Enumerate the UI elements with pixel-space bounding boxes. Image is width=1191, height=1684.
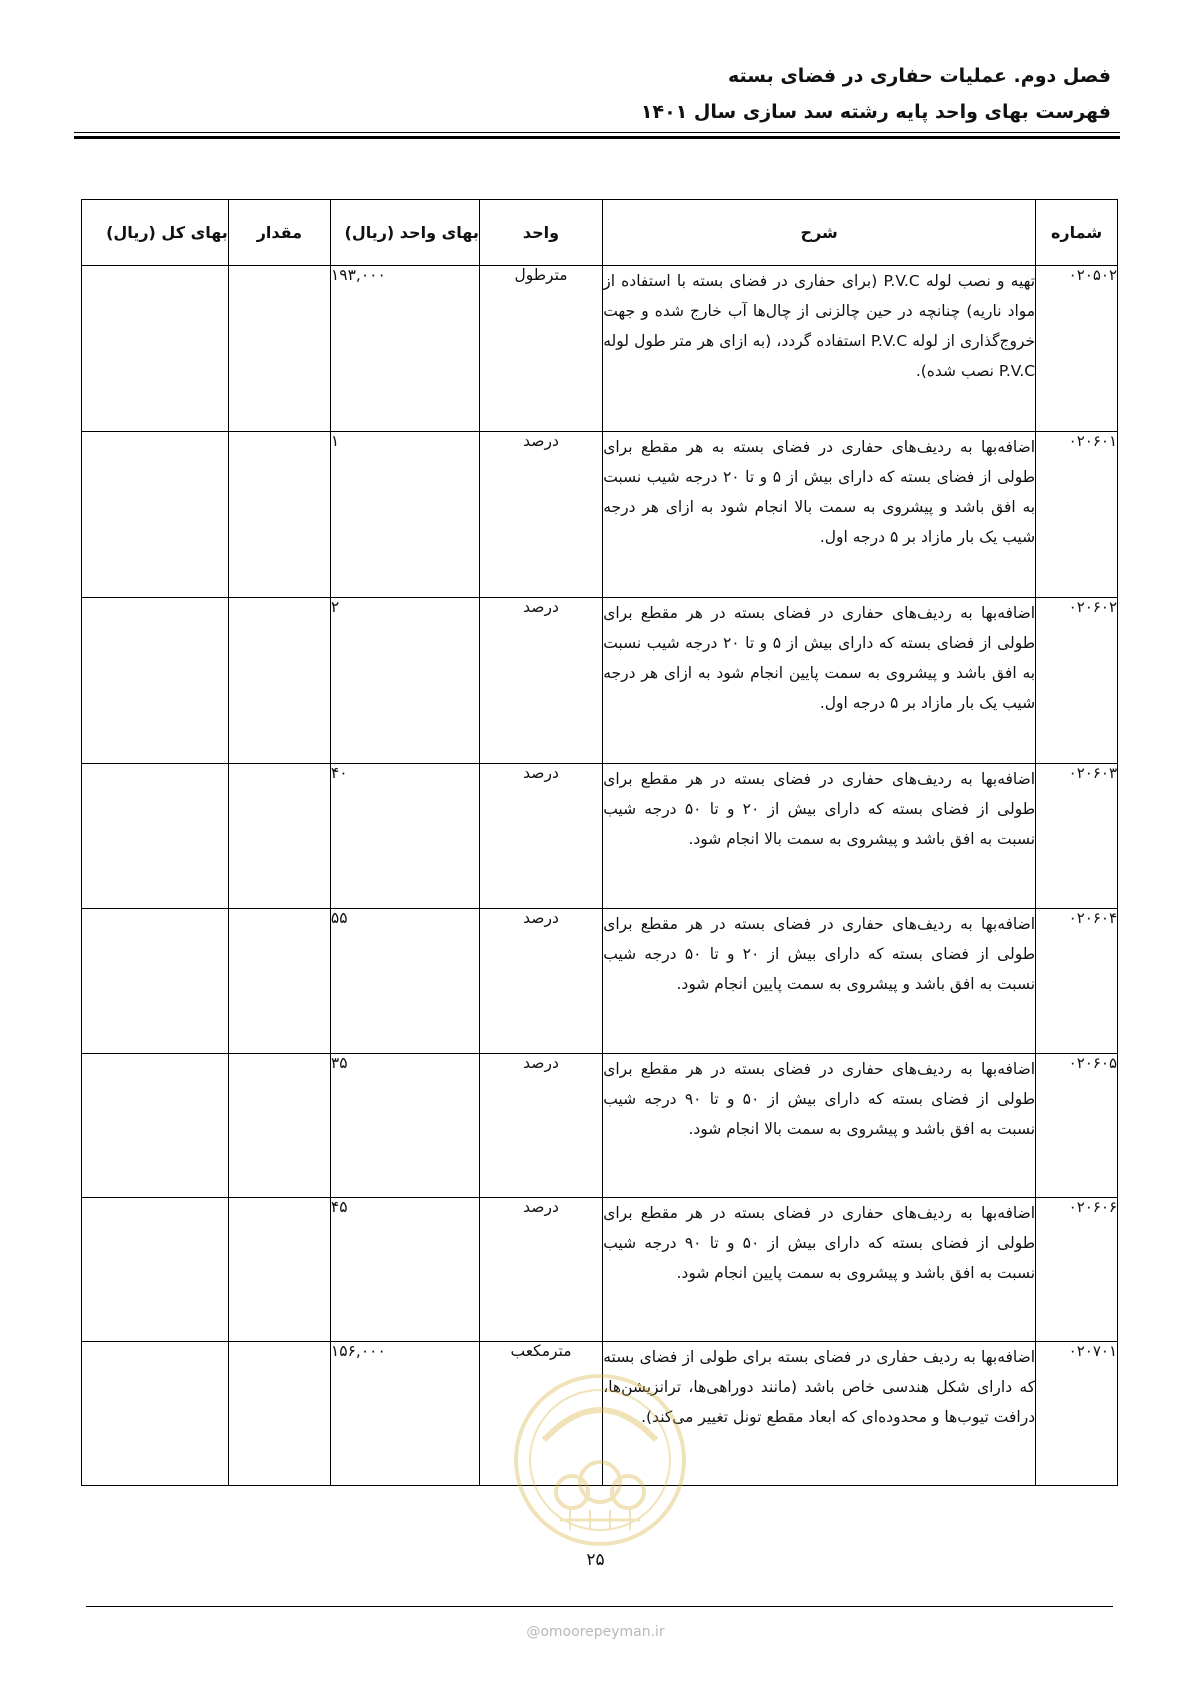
item-number: ۰۲۰۶۰۴ [1036,909,1118,1054]
header-description: شرح [603,200,1036,266]
item-description: تهیه و نصب لوله P.V.C (برای حفاری در فضای بسته با استفاده از مواد ناریه) چنانچه در حین چالزنی از چال‌ها آب خارج شده و جهت خروج‌گذاری از لوله P.V.C استفاده گردد، (به ازای هر متر طول لوله P.V.C نصب شده). [603,266,1036,432]
item-quantity [228,1198,330,1342]
item-number: ۰۲۰۶۰۶ [1036,1198,1118,1342]
table-row [82,266,1118,432]
table-row [82,432,1118,598]
table-row [82,909,1118,1054]
item-unit: درصد [479,764,602,909]
table-row [82,1342,1118,1486]
item-total-price [82,1054,229,1198]
item-unit-price: ۱۹۳,۰۰۰ [330,266,479,432]
item-description: اضافه‌بها به ردیف حفاری در فضای بسته برای طولی از فضای بسته که دارای شکل هندسی خاص باشد (مانند دوراهی‌ها، ترانزیشن‌ها، درافت تیوب‌ها و محدوده‌ای که ابعاد مقطع تونل تغییر می‌کند). [603,1342,1036,1486]
table-row [82,764,1118,909]
item-number: ۰۲۰۶۰۲ [1036,598,1118,764]
item-number: ۰۲۰۷۰۱ [1036,1342,1118,1486]
table-row [82,1054,1118,1198]
page-number: ۲۵ [586,1550,605,1570]
item-description: اضافه‌بها به ردیف‌های حفاری در فضای بسته در هر مقطع برای طولی از فضای بسته که دارای بیش از ۵ و تا ۲۰ درجه شیب نسبت به افق باشد و پیشروی به سمت پایین انجام شود به ازای هر درجه شیب یک بار مازاد بر ۵ درجه اول. [603,598,1036,764]
page-header [641,58,1111,130]
item-quantity [228,432,330,598]
item-total-price [82,764,229,909]
item-unit: درصد [479,1054,602,1198]
table-row [82,598,1118,764]
website-credit: @omoorepeyman.ir [526,1624,665,1640]
header-unit-price: بهای واحد (ریال) [330,200,479,266]
footer-divider [86,1606,1113,1607]
item-unit-price: ۱۵۶,۰۰۰ [330,1342,479,1486]
item-unit: درصد [479,598,602,764]
header-divider-thick [74,136,1120,139]
header-unit: واحد [479,200,602,266]
item-unit: درصد [479,1198,602,1342]
item-quantity [228,764,330,909]
header-quantity: مقدار [228,200,330,266]
item-unit-price: ۴۵ [330,1198,479,1342]
item-quantity [228,598,330,764]
header-divider-thin [74,132,1120,133]
item-unit: درصد [479,432,602,598]
item-total-price [82,598,229,764]
item-unit-price: ۴۰ [330,764,479,909]
item-description: اضافه‌بها به ردیف‌های حفاری در فضای بسته در هر مقطع برای طولی از فضای بسته که دارای بیش از ۲۰ و تا ۵۰ درجه شیب نسبت به افق باشد و پیشروی به سمت پایین انجام شود. [603,909,1036,1054]
item-number: ۰۲۰۵۰۲ [1036,266,1118,432]
item-unit: درصد [479,909,602,1054]
table-row [82,1198,1118,1342]
item-unit: مترمکعب [479,1342,602,1486]
item-unit-price: ۲ [330,598,479,764]
header-number: شماره [1036,200,1118,266]
chapter-title: فصل دوم. عملیات حفاری در فضای بسته [728,65,1111,87]
item-number: ۰۲۰۶۰۱ [1036,432,1118,598]
item-total-price [82,432,229,598]
header-total-price: بهای کل (ریال) [82,200,229,266]
price-list-table [81,199,1118,1486]
item-description: اضافه‌بها به ردیف‌های حفاری در فضای بسته به هر مقطع برای طولی از فضای بسته که دارای بیش از ۵ و تا ۲۰ درجه شیب نسبت به افق باشد و پیشروی به سمت بالا انجام شود به ازای هر درجه شیب یک بار مازاد بر ۵ درجه اول. [603,432,1036,598]
item-total-price [82,909,229,1054]
item-quantity [228,1342,330,1486]
item-unit: مترطول [479,266,602,432]
document-title: فهرست بهای واحد پایه رشته سد سازی سال ۱۴۰۱ [640,101,1111,123]
item-total-price [82,1342,229,1486]
table-header-row [82,200,1118,266]
item-quantity [228,1054,330,1198]
item-quantity [228,266,330,432]
item-unit-price: ۵۵ [330,909,479,1054]
item-description: اضافه‌بها به ردیف‌های حفاری در فضای بسته در هر مقطع برای طولی از فضای بسته که دارای بیش از ۵۰ و تا ۹۰ درجه شیب نسبت به افق باشد و پیشروی به سمت پایین انجام شود. [603,1198,1036,1342]
item-description: اضافه‌بها به ردیف‌های حفاری در فضای بسته در هر مقطع برای طولی از فضای بسته که دارای بیش از ۲۰ و تا ۵۰ درجه شیب نسبت به افق باشد و پیشروی به سمت بالا انجام شود. [603,764,1036,909]
item-quantity [228,909,330,1054]
item-number: ۰۲۰۶۰۵ [1036,1054,1118,1198]
item-unit-price: ۱ [330,432,479,598]
item-total-price [82,1198,229,1342]
item-number: ۰۲۰۶۰۳ [1036,764,1118,909]
item-description: اضافه‌بها به ردیف‌های حفاری در فضای بسته در هر مقطع برای طولی از فضای بسته که دارای بیش از ۵۰ و تا ۹۰ درجه شیب نسبت به افق باشد و پیشروی به سمت بالا انجام شود. [603,1054,1036,1198]
item-unit-price: ۳۵ [330,1054,479,1198]
item-total-price [82,266,229,432]
